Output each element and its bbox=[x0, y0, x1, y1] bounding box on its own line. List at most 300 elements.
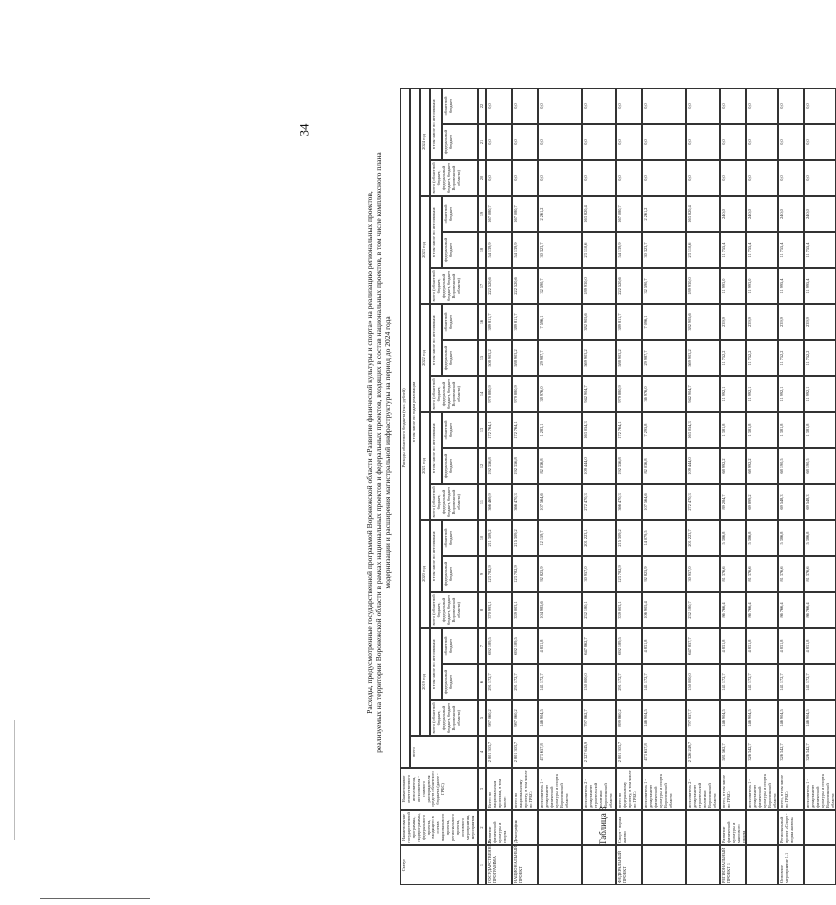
row-value: 69 548,3 bbox=[804, 484, 836, 520]
row-value: 38 976,0 bbox=[538, 376, 582, 412]
row-value: 899 860,2 bbox=[616, 700, 642, 736]
row-value: 0,0 bbox=[778, 124, 804, 160]
row-value: 54 139,9 bbox=[486, 232, 512, 268]
header-by-years: в том числе по годам реализации bbox=[410, 88, 420, 736]
row-value: 4 831,8 bbox=[778, 628, 804, 664]
row-value: 11 752,2 bbox=[720, 340, 746, 376]
row-source: Всего по национальным проектам, в том числе: bbox=[486, 768, 512, 810]
row-program bbox=[538, 810, 582, 845]
row-value: 1 381,8 bbox=[720, 412, 746, 448]
row-value: 11 752,2 bbox=[746, 340, 778, 376]
row-value: 232 180,1 bbox=[582, 592, 616, 628]
row-value: 146 904,5 bbox=[804, 700, 836, 736]
row-value: 146 904,5 bbox=[720, 700, 746, 736]
row-value: 150 000,0 bbox=[582, 664, 616, 700]
row-value: 36 976,0 bbox=[642, 376, 686, 412]
row-value: 201 223,1 bbox=[582, 520, 616, 556]
header-fed: федеральный бюджет bbox=[442, 124, 478, 160]
row-value: 163 054,3 bbox=[686, 412, 720, 448]
row-source: исполнитель 2 - департамент строительной политики Воронежской области bbox=[582, 768, 616, 810]
row-value: 291 172,7 bbox=[512, 664, 538, 700]
column-number: 1 bbox=[478, 845, 486, 885]
row-value: 0,0 bbox=[616, 88, 642, 124]
row-status: ФЕДЕРАЛЬНЫЙ ПРОЕКТ bbox=[616, 845, 642, 885]
row-value: 107 564,6 bbox=[642, 484, 686, 520]
header-year-total: всего (областной бюджет, федеральный бюджет, бюджет Воронежской области) bbox=[430, 484, 478, 520]
row-value: 0,0 bbox=[686, 88, 720, 124]
row-value: 11 752,2 bbox=[778, 340, 804, 376]
header-year: 2020 год bbox=[420, 520, 430, 628]
row-value: 0,0 bbox=[538, 124, 582, 160]
row-value: 11 755,4 bbox=[804, 232, 836, 268]
row-value: 68 992,2 bbox=[746, 448, 778, 484]
row-source: исполнитель 1 - департамент физической культуры и спорта Воронежской области bbox=[746, 768, 778, 810]
row-value: 192 356,8 bbox=[616, 448, 642, 484]
row-value: 146 904,5 bbox=[778, 700, 804, 736]
header-year-total: всего (областной бюджет, федеральный бюджет, бюджет Воронежской области) bbox=[430, 592, 478, 628]
row-value: 0,0 bbox=[778, 88, 804, 124]
row-status bbox=[538, 845, 582, 885]
row-total: 473 657,8 bbox=[642, 736, 686, 768]
row-value: 11 992,1 bbox=[720, 376, 746, 412]
row-value: 0,0 bbox=[582, 88, 616, 124]
row-value: 30 323,7 bbox=[538, 232, 582, 268]
row-value: 4 831,8 bbox=[804, 628, 836, 664]
header-fed: федеральный бюджет bbox=[442, 664, 478, 700]
header-year-total: всего (областной бюджет, федеральный бюджет, бюджет Воронежской области) bbox=[430, 160, 478, 196]
row-program: Развитие физической культуры и массового спорта bbox=[720, 810, 746, 845]
row-value: 163 054,3 bbox=[582, 412, 616, 448]
header-budget: Расходы областного бюджета (тыс. рублей) bbox=[400, 88, 410, 768]
row-value: 81 376,6 bbox=[746, 556, 778, 592]
row-value: 86 766,4 bbox=[720, 592, 746, 628]
row-value: 366 470,3 bbox=[512, 484, 538, 520]
row-value: 272 470,3 bbox=[582, 484, 616, 520]
row-value: 0,0 bbox=[686, 160, 720, 196]
row-value: 240,0 bbox=[720, 196, 746, 232]
row-total: 2 327 645,9 bbox=[582, 736, 616, 768]
header-status: Статус bbox=[400, 845, 478, 885]
row-total: 326 342,7 bbox=[778, 736, 804, 768]
row-value: 141 172,7 bbox=[642, 664, 686, 700]
row-value: 0,0 bbox=[582, 160, 616, 196]
row-value: 54 139,9 bbox=[512, 232, 538, 268]
column-number: 20 bbox=[478, 160, 486, 196]
row-status: ГОСУДАРСТВЕННАЯ ПРОГРАММА bbox=[486, 845, 512, 885]
row-value: 0,0 bbox=[642, 160, 686, 196]
row-value: 7 596,1 bbox=[538, 304, 582, 340]
row-value: 239,9 bbox=[746, 304, 778, 340]
row-value: 0,0 bbox=[512, 88, 538, 124]
row-source: всего по национальному проекту, в том числе по ГРБС: bbox=[512, 768, 538, 810]
row-value: 11 993,0 bbox=[720, 268, 746, 304]
row-value: 0,0 bbox=[720, 160, 746, 196]
title-line-1: Расходы, предусмотренные государственной программой Воронежской области «Развитие физической культуры и спорта» на реализацию региональных проектов, bbox=[365, 191, 374, 714]
row-status bbox=[582, 845, 616, 885]
row-value: 141 172,7 bbox=[746, 664, 778, 700]
header-year-total: всего (областной бюджет, федеральный бюджет, бюджет Воронежской области) bbox=[430, 376, 478, 412]
header-year-total: всего (областной бюджет, федеральный бюджет, бюджет Воронежской области) bbox=[430, 268, 478, 304]
row-source: всего, в том числе по ГРБС: bbox=[778, 768, 804, 810]
column-number: 11 bbox=[478, 484, 486, 520]
row-value: 508 903,2 bbox=[486, 340, 512, 376]
row-value: 172 764,1 bbox=[616, 412, 642, 448]
header-fed: федеральный бюджет bbox=[442, 232, 478, 268]
row-value: 189 930,0 bbox=[582, 268, 616, 304]
header-fed: федеральный бюджет bbox=[442, 448, 478, 484]
row-value: 0,0 bbox=[720, 124, 746, 160]
row-value: 272 470,3 bbox=[686, 484, 720, 520]
row-status bbox=[686, 845, 720, 885]
row-value: 0,0 bbox=[746, 88, 778, 124]
row-value: 32 590,7 bbox=[538, 268, 582, 304]
column-number: 17 bbox=[478, 268, 486, 304]
row-source: исполнитель 1 - департамент физической культуры и спорта Воронежской области bbox=[804, 768, 836, 810]
column-number: 12 bbox=[478, 448, 486, 484]
row-status: Основное мероприятие 1.1 bbox=[778, 845, 804, 885]
row-value: 0,0 bbox=[804, 124, 836, 160]
header-incl: в том числе по источникам: bbox=[430, 520, 442, 592]
row-value: 240,0 bbox=[778, 196, 804, 232]
row-value: 0,0 bbox=[486, 124, 512, 160]
row-value: 0,0 bbox=[642, 124, 686, 160]
header-fed: федеральный бюджет bbox=[442, 556, 478, 592]
expenses-table bbox=[20, 20, 835, 885]
row-value: 987 060,2 bbox=[512, 700, 538, 736]
row-program bbox=[582, 810, 616, 845]
header-total: всего bbox=[410, 736, 478, 768]
row-value: 69 548,3 bbox=[778, 484, 804, 520]
column-number: 18 bbox=[478, 232, 486, 268]
row-value: 189 930,0 bbox=[686, 268, 720, 304]
row-value: 692 189,5 bbox=[486, 628, 512, 664]
column-number: 10 bbox=[478, 520, 486, 556]
row-value: 167 080,7 bbox=[486, 196, 512, 232]
row-value: 0,0 bbox=[512, 160, 538, 196]
row-value: 11 995,4 bbox=[804, 268, 836, 304]
row-total: 2 801 303,7 bbox=[616, 736, 642, 768]
header-year: 2023 год bbox=[420, 196, 430, 304]
row-value: 5 386,8 bbox=[720, 520, 746, 556]
row-value: 987 060,2 bbox=[486, 700, 512, 736]
row-total: 2 801 303,7 bbox=[512, 736, 538, 768]
row-value: 81 376,6 bbox=[720, 556, 746, 592]
row-program: Спорт - норма жизни bbox=[616, 810, 642, 845]
row-value: 0,0 bbox=[616, 124, 642, 160]
row-value: 11 992,1 bbox=[804, 376, 836, 412]
row-value: 68 992,2 bbox=[720, 448, 746, 484]
row-program bbox=[746, 810, 778, 845]
header-obl: областной бюджет bbox=[442, 196, 478, 232]
row-value: 12 159,7 bbox=[538, 520, 582, 556]
row-value: 0,0 bbox=[746, 160, 778, 196]
row-value: 0,0 bbox=[686, 124, 720, 160]
row-value: 0,0 bbox=[778, 160, 804, 196]
row-value: 201 223,7 bbox=[686, 520, 720, 556]
row-value: 11 755,4 bbox=[778, 232, 804, 268]
row-status bbox=[642, 845, 686, 885]
row-value: 14 079,5 bbox=[642, 520, 686, 556]
row-value: 123 782,9 bbox=[486, 556, 512, 592]
row-value: 32 590,7 bbox=[642, 268, 686, 304]
header-source: Наименование ответственного исполнителя, исполнителя - главного распорядителя средств областного бюджета (далее - ГРБС) bbox=[400, 768, 478, 810]
title-line-2: реализуемых на территории Воронежской области в рамках национальных проектов и федеральных проектов, входящих в состав национальных проектов, в том числе комплексного плана bbox=[374, 152, 383, 753]
row-value: 92 825,9 bbox=[642, 556, 686, 592]
row-value: 29 987,7 bbox=[538, 340, 582, 376]
row-value: 163 820,4 bbox=[582, 196, 616, 232]
column-number: 22 bbox=[478, 88, 486, 124]
row-value: 30 957,0 bbox=[686, 556, 720, 592]
header-incl: в том числе по источникам: bbox=[430, 628, 442, 700]
row-value: 0,0 bbox=[486, 88, 512, 124]
row-value: 0,0 bbox=[746, 124, 778, 160]
row-value: 146 904,5 bbox=[642, 700, 686, 736]
column-number: 15 bbox=[478, 340, 486, 376]
header-fed: федеральный бюджет bbox=[442, 340, 478, 376]
row-value: 222 520,6 bbox=[486, 268, 512, 304]
row-status: РЕГИОНАЛЬНЫЙ ПРОЕКТ 1 bbox=[720, 845, 746, 885]
column-number: 13 bbox=[478, 412, 486, 448]
row-value: 5 386,8 bbox=[778, 520, 804, 556]
column-number: 9 bbox=[478, 556, 486, 592]
header-obl: областной бюджет bbox=[442, 88, 478, 124]
row-total: 326 342,7 bbox=[804, 736, 836, 768]
title-line-3: модернизации и расширения магистральной инфраструктуры на период до 2024 года bbox=[383, 316, 392, 589]
table-label: Таблица 3 bbox=[598, 806, 608, 845]
row-value: 7 295,8 bbox=[642, 412, 686, 448]
row-value: 146 904,5 bbox=[746, 700, 778, 736]
row-value: 141 172,7 bbox=[804, 664, 836, 700]
row-value: 2 261,2 bbox=[642, 196, 686, 232]
row-value: 0,0 bbox=[642, 88, 686, 124]
header-year: 2024 год bbox=[420, 88, 430, 196]
rotated-table-sheet bbox=[20, 20, 835, 885]
row-value: 1 381,8 bbox=[804, 412, 836, 448]
row-value: 366 470,3 bbox=[616, 484, 642, 520]
row-value: 232 180,7 bbox=[686, 592, 720, 628]
row-value: 146 904,5 bbox=[538, 700, 582, 736]
row-value: 647 862,7 bbox=[582, 628, 616, 664]
row-value: 82 036,8 bbox=[538, 448, 582, 484]
header-year-total: всего (областной бюджет, федеральный бюджет, бюджет Воронежской области) bbox=[430, 700, 478, 736]
row-value: 107 564,6 bbox=[538, 484, 582, 520]
row-program bbox=[642, 810, 686, 845]
row-value: 172 764,1 bbox=[486, 412, 512, 448]
row-value: 11 755,4 bbox=[746, 232, 778, 268]
row-value: 86 766,4 bbox=[746, 592, 778, 628]
header-year: 2019 год bbox=[420, 628, 430, 736]
row-value: 569 903,2 bbox=[582, 340, 616, 376]
header-year: 2022 год bbox=[420, 304, 430, 412]
header-obl: областной бюджет bbox=[442, 628, 478, 664]
row-value: 240,0 bbox=[804, 196, 836, 232]
column-number: 3 bbox=[478, 768, 486, 810]
row-value: 123 782,9 bbox=[616, 556, 642, 592]
row-value: 222 520,6 bbox=[616, 268, 642, 304]
row-value: 192 356,8 bbox=[486, 448, 512, 484]
header-program: Наименование государственной программы, подпрограммы, федерального проекта, входящего в состав национального проекта, регионального проекта, основного мероприятия, мероприятия bbox=[400, 810, 478, 845]
row-value: 11 995,4 bbox=[778, 268, 804, 304]
row-value: 68 190,5 bbox=[778, 448, 804, 484]
column-number: 16 bbox=[478, 304, 486, 340]
row-value: 382 905,6 bbox=[582, 304, 616, 340]
row-source: исполнитель 1 - департамент физической культуры и спорта Воронежской области bbox=[538, 768, 582, 810]
row-value: 4 831,8 bbox=[538, 628, 582, 664]
header-incl: в том числе по источникам: bbox=[430, 304, 442, 376]
page-number: 34 bbox=[296, 123, 312, 137]
row-value: 0,0 bbox=[538, 160, 582, 196]
column-number: 19 bbox=[478, 196, 486, 232]
row-total: 473 657,8 bbox=[538, 736, 582, 768]
row-value: 30 957,0 bbox=[582, 556, 616, 592]
row-value: 104 985,6 bbox=[538, 592, 582, 628]
row-value: 979 880,9 bbox=[512, 376, 538, 412]
column-number: 21 bbox=[478, 124, 486, 160]
row-value: 23 110,6 bbox=[582, 232, 616, 268]
header-incl: в том числе по источникам: bbox=[430, 412, 442, 484]
row-value: 0,0 bbox=[582, 124, 616, 160]
row-value: 172 764,1 bbox=[512, 412, 538, 448]
row-value: 647 857,7 bbox=[686, 628, 720, 664]
row-total: 2 326 249,7 bbox=[686, 736, 720, 768]
row-value: 692 189,5 bbox=[616, 628, 642, 664]
row-value: 69 899,2 bbox=[746, 484, 778, 520]
row-value: 370 993,1 bbox=[486, 592, 512, 628]
row-program: Развитие физической культуры и спорта bbox=[486, 810, 512, 845]
row-value: 222 520,6 bbox=[512, 268, 538, 304]
row-value: 588 903,2 bbox=[512, 340, 538, 376]
row-value: 109 444,0 bbox=[582, 448, 616, 484]
row-value: 11 752,2 bbox=[804, 340, 836, 376]
row-value: 167 080,7 bbox=[512, 196, 538, 232]
row-value: 1 381,8 bbox=[778, 412, 804, 448]
column-number: 8 bbox=[478, 592, 486, 628]
row-value: 141 172,7 bbox=[778, 664, 804, 700]
row-value: 123 782,9 bbox=[512, 556, 538, 592]
row-value: 86 766,4 bbox=[804, 592, 836, 628]
row-value: 389 811,7 bbox=[616, 304, 642, 340]
row-value: 0,0 bbox=[512, 124, 538, 160]
column-number: 6 bbox=[478, 664, 486, 700]
column-number: 5 bbox=[478, 700, 486, 736]
row-total: 326 342,7 bbox=[746, 736, 778, 768]
footer-rule bbox=[40, 898, 150, 899]
row-value: 339 003,1 bbox=[616, 592, 642, 628]
row-value: 4 831,8 bbox=[642, 628, 686, 664]
row-value: 92 825,9 bbox=[538, 556, 582, 592]
row-value: 30 323,7 bbox=[642, 232, 686, 268]
row-value: 167 080,7 bbox=[616, 196, 642, 232]
row-value: 141 172,7 bbox=[720, 664, 746, 700]
row-program: Демография bbox=[512, 810, 538, 845]
row-value: 239,9 bbox=[720, 304, 746, 340]
row-program bbox=[686, 810, 720, 845]
row-value: 11 992,1 bbox=[746, 376, 778, 412]
row-value: 389 811,7 bbox=[486, 304, 512, 340]
row-source: всего, в том числе по ГРБС: bbox=[720, 768, 746, 810]
row-value: 11 993,0 bbox=[746, 268, 778, 304]
row-status bbox=[804, 845, 836, 885]
header-obl: областной бюджет bbox=[442, 412, 478, 448]
row-value: 29 987,7 bbox=[642, 340, 686, 376]
row-value: 5 386,8 bbox=[804, 520, 836, 556]
row-value: 109 444,0 bbox=[686, 448, 720, 484]
row-value: 239,9 bbox=[804, 304, 836, 340]
row-program: Региональный проект «Спорт - норма жизни» bbox=[778, 810, 804, 845]
header-year: 2021 год bbox=[420, 412, 430, 520]
margin-line bbox=[14, 720, 15, 840]
row-total: 581 562,7 bbox=[720, 736, 746, 768]
row-value: 81 376,6 bbox=[804, 556, 836, 592]
column-number: 14 bbox=[478, 376, 486, 412]
row-value: 2 261,2 bbox=[538, 196, 582, 232]
row-value: 389 811,7 bbox=[512, 304, 538, 340]
row-value: 68 190,5 bbox=[804, 448, 836, 484]
column-number: 4 bbox=[478, 736, 486, 768]
row-value: 1 381,8 bbox=[746, 412, 778, 448]
row-value: 89 284,7 bbox=[720, 484, 746, 520]
row-value: 588 903,2 bbox=[616, 340, 642, 376]
row-value: 0,0 bbox=[486, 160, 512, 196]
row-value: 11 992,1 bbox=[778, 376, 804, 412]
row-value: 0,0 bbox=[804, 88, 836, 124]
row-value: 797 862,7 bbox=[582, 700, 616, 736]
header-obl: областной бюджет bbox=[442, 304, 478, 340]
row-value: 4 831,8 bbox=[746, 628, 778, 664]
row-source: исполнитель 1 - департамент физической культуры и спорта Воронежской области bbox=[642, 768, 686, 810]
row-value: 54 139,9 bbox=[616, 232, 642, 268]
row-value: 692 189,5 bbox=[512, 628, 538, 664]
row-value: 239,9 bbox=[778, 304, 804, 340]
column-number: 2 bbox=[478, 810, 486, 845]
row-value: 192 356,8 bbox=[512, 448, 538, 484]
row-value: 0,0 bbox=[720, 88, 746, 124]
header-obl: областной бюджет bbox=[442, 520, 478, 556]
row-total: 2 801 303,7 bbox=[486, 736, 512, 768]
row-value: 942 904,7 bbox=[686, 376, 720, 412]
row-value: 339 003,1 bbox=[512, 592, 538, 628]
row-value: 382 905,6 bbox=[686, 304, 720, 340]
row-value: 11 755,4 bbox=[720, 232, 746, 268]
row-value: 0,0 bbox=[538, 88, 582, 124]
row-status: НАЦИОНАЛЬНЫЙ ПРОЕКТ bbox=[512, 845, 538, 885]
row-value: 569 903,2 bbox=[686, 340, 720, 376]
row-value: 0,0 bbox=[616, 160, 642, 196]
row-value: 797 857,7 bbox=[686, 700, 720, 736]
row-value: 0,0 bbox=[804, 160, 836, 196]
row-source: всего по федеральному проекту, в том числе по ГРБС: bbox=[616, 768, 642, 810]
row-value: 23 110,6 bbox=[686, 232, 720, 268]
row-value: 163 820,4 bbox=[686, 196, 720, 232]
header-incl: в том числе по источникам: bbox=[430, 196, 442, 268]
row-value: 211 309,2 bbox=[486, 520, 512, 556]
row-program bbox=[804, 810, 836, 845]
row-value: 291 172,7 bbox=[616, 664, 642, 700]
row-value: 366 469,9 bbox=[486, 484, 512, 520]
row-value: 141 172,7 bbox=[538, 664, 582, 700]
row-source: исполнитель 2 - департамент строительной политики Воронежской области bbox=[686, 768, 720, 810]
row-status bbox=[746, 845, 778, 885]
row-value: 7 096,1 bbox=[642, 304, 686, 340]
row-value: 81 376,6 bbox=[778, 556, 804, 592]
row-value: 1 283,1 bbox=[538, 412, 582, 448]
row-value: 979 880,9 bbox=[616, 376, 642, 412]
row-value: 150 000,0 bbox=[686, 664, 720, 700]
row-value: 5 386,8 bbox=[746, 520, 778, 556]
row-value: 82 036,8 bbox=[642, 448, 686, 484]
row-value: 215 309,2 bbox=[512, 520, 538, 556]
row-value: 942 904,7 bbox=[582, 376, 616, 412]
